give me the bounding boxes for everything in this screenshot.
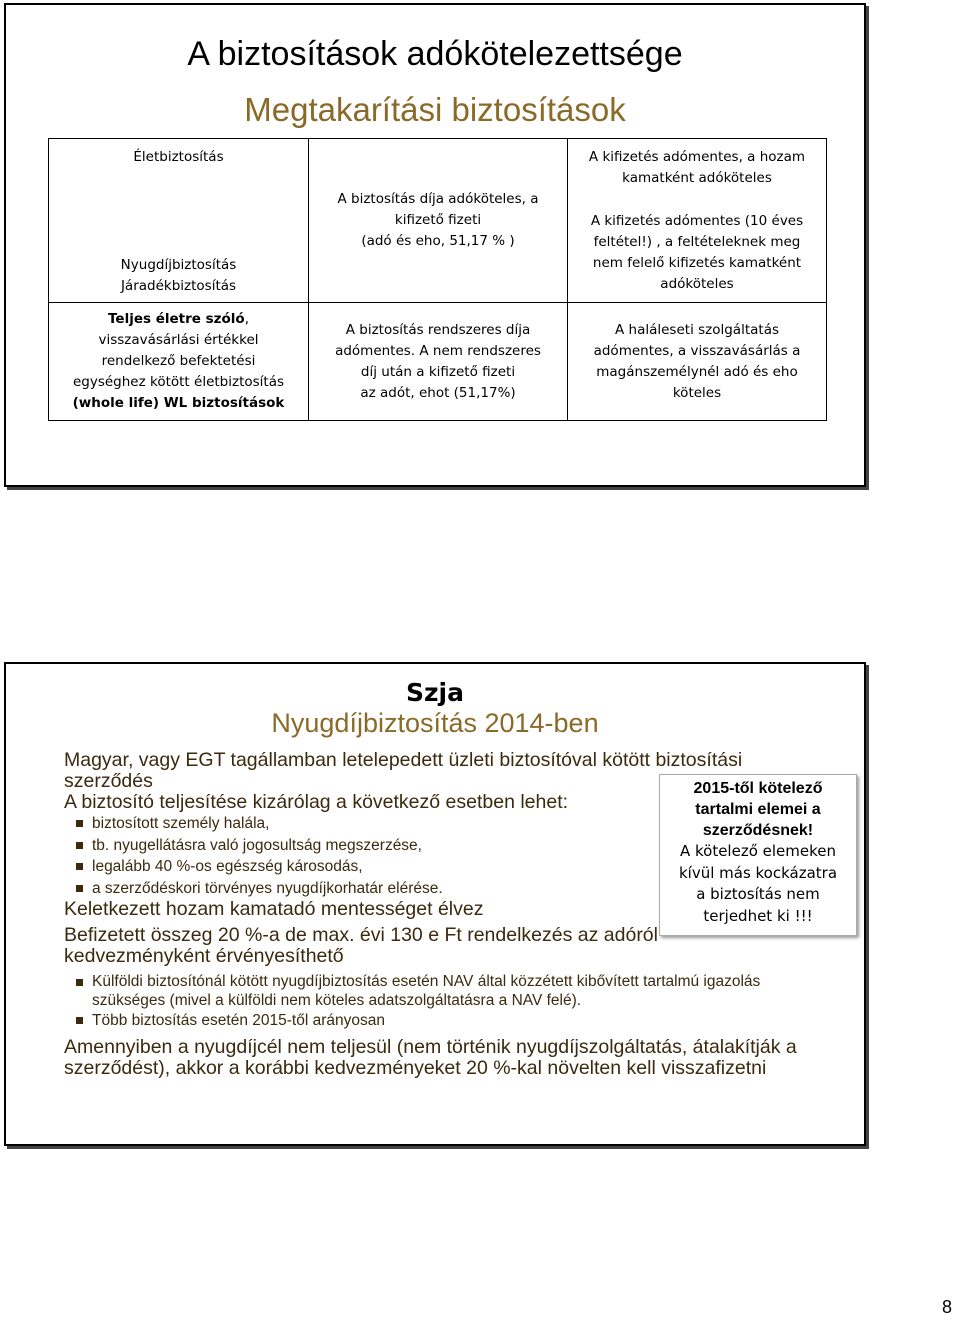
cell-line: A haláleseti szolgáltatás xyxy=(615,321,779,338)
paragraph: Magyar, vagy EGT tagállamban letelepedett üzleti biztosítóval kötött biztosítási xyxy=(64,749,743,771)
paragraph: Amennyiben a nyugdíjcél nem teljesül (nem történik nyugdíjszolgáltatás, átalakítják a szerződést), akkor a korábbi kedvezményeket 20 %-kal növelten kell visszafizetni xyxy=(64,1036,797,1079)
paragraph: A biztosító teljesítése kizárólag a következő esetben lehet: xyxy=(64,791,569,813)
cell-line: köteles xyxy=(672,384,722,401)
paragraph: szerződés xyxy=(64,770,153,792)
list-item: biztosított személy halála, xyxy=(64,813,834,835)
callout-line: A kötelező elemeken xyxy=(679,842,837,860)
callout-line: kívül más kockázatra xyxy=(678,863,838,882)
slide-2-subtitle: Nyugdíjbiztosítás 2014-ben xyxy=(271,708,599,738)
table-cell xyxy=(309,303,568,421)
table-row xyxy=(49,139,827,303)
cell-line: A kifizetés adómentes, a hozam xyxy=(588,148,806,165)
slide-2 xyxy=(4,662,866,1146)
cell-line: kifizető fizeti xyxy=(394,212,482,228)
list-item: a szerződéskori törvényes nyugdíjkorhatár elérése. xyxy=(64,878,834,900)
cell-line: adómentes, a visszavásárlás a xyxy=(593,342,801,359)
paragraph: Befizetett összeg 20 %-a de max. évi 130 e Ft rendelkezés az adóról xyxy=(64,924,658,946)
callout-line: tartalmi elemei a xyxy=(695,801,821,818)
slide-2-title: Szja xyxy=(406,678,464,707)
cell-line: A biztosítás díja adóköteles, a xyxy=(337,191,539,207)
table-cell xyxy=(568,139,827,303)
cell-line: A biztosítás rendszeres díja xyxy=(345,321,531,338)
cell-line: egységhez kötött életbiztosítás xyxy=(72,374,285,390)
callout-line: a biztosítás nem xyxy=(696,885,820,903)
page-number: 8 xyxy=(941,1297,952,1317)
cell-bold: (whole life) WL biztosítások xyxy=(72,395,285,411)
cell-line: magánszemélynél adó és eho xyxy=(596,363,798,380)
cell-line: nem felelő kifizetés kamatként xyxy=(592,254,802,271)
slide-1-title: A biztosítások adókötelezettsége xyxy=(187,35,683,73)
cell-line: Járadékbiztosítás xyxy=(120,278,237,294)
cell-line: Életbiztosítás xyxy=(133,149,224,165)
callout-box xyxy=(659,774,857,936)
cell-text: , xyxy=(244,311,249,327)
list-item: tb. nyugellátásra való jogosultság megszerzése, xyxy=(64,835,834,857)
slide-1 xyxy=(4,3,866,487)
table-cell xyxy=(49,303,309,421)
paragraph: kedvezményként érvényesíthető xyxy=(64,945,344,967)
cell-line: visszavásárlási értékkel xyxy=(98,332,259,348)
cell-line: adómentes. A nem rendszeres xyxy=(335,342,541,359)
cell-line: Nyugdíjbiztosítás xyxy=(120,257,237,273)
cell-line: adóköteles xyxy=(660,275,734,292)
list-item: legalább 40 %-os egészség károsodás, xyxy=(64,856,834,878)
cell-line: rendelkező befektetési xyxy=(101,353,256,369)
table-cell xyxy=(309,139,568,303)
callout-line: szerződésnek! xyxy=(702,822,814,839)
cell-line: feltétel!) , a feltételeknek meg xyxy=(593,233,801,250)
paragraph: Keletkezett hozam kamatadó mentességet élvez xyxy=(64,898,484,920)
cell-line: (adó és eho, 51,17 % ) xyxy=(361,233,515,249)
slide-1-subtitle: Megtakarítási biztosítások xyxy=(244,91,626,128)
tax-table xyxy=(48,138,827,421)
table-cell xyxy=(568,303,827,421)
cell-line: A kifizetés adómentes (10 éves xyxy=(590,212,804,229)
list-item: Külföldi biztosítónál kötött nyugdíjbiztosítás esetén NAV által közzétett kibővített tartalmú igazolás szükséges (mivel a külföldi nem köteles adatszolgáltatásra a NAV felé). xyxy=(64,972,834,1010)
callout-line: 2015-től kötelező xyxy=(693,780,823,797)
cell-line: díj után a kifizető fizeti xyxy=(360,363,516,380)
cell-line: az adót, ehot (51,17%) xyxy=(360,384,516,401)
list-item: Több biztosítás esetén 2015-től arányosan xyxy=(64,1010,834,1032)
cell-bold: Teljes életre szóló xyxy=(108,311,245,327)
table-cell xyxy=(49,139,309,303)
table-row xyxy=(49,303,827,421)
cell-line: kamatként adóköteles xyxy=(622,169,772,186)
callout-line: terjedhet ki !!! xyxy=(703,906,813,925)
